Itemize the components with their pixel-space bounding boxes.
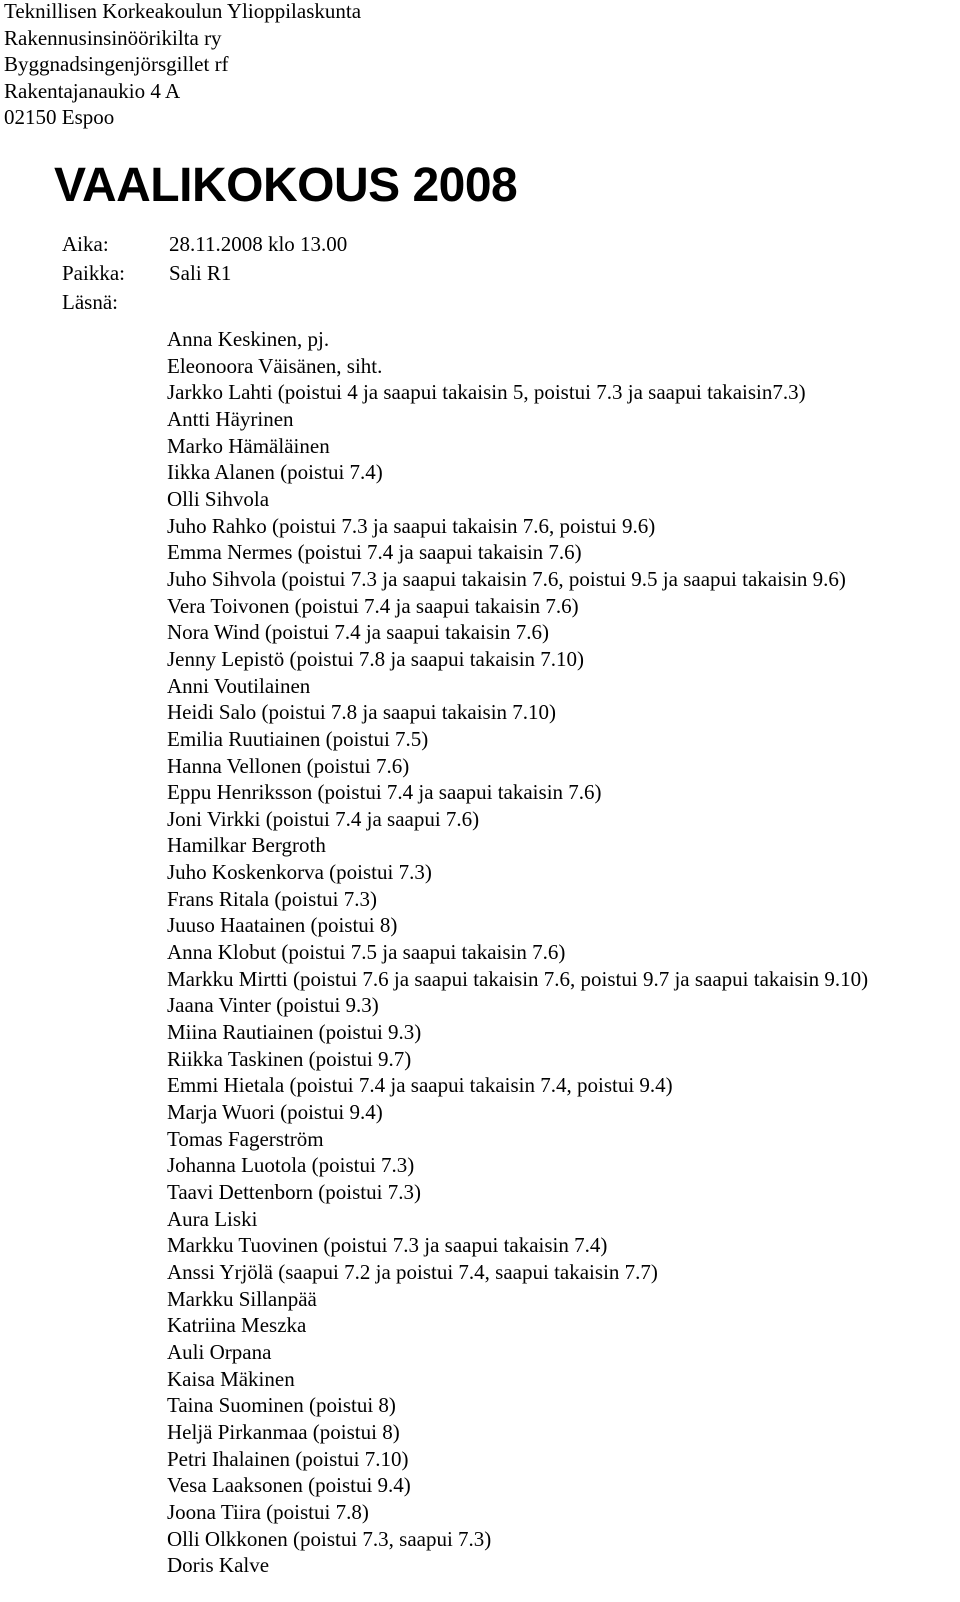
attendee-item: Anssi Yrjölä (saapui 7.2 ja poistui 7.4, saapui takaisin 7.7) xyxy=(167,1259,658,1284)
attendee-item: Olli Olkkonen (poistui 7.3, saapui 7.3) xyxy=(167,1526,492,1551)
attendee-item: Vera Toivonen (poistui 7.4 ja saapui takaisin 7.6) xyxy=(167,593,579,618)
document-title: VAALIKOKOUS 2008 xyxy=(54,159,518,212)
time-value: 28.11.2008 klo 13.00 xyxy=(169,232,348,256)
org-line: Rakentajanaukio 4 A xyxy=(4,78,181,103)
attendee-item: Anna Keskinen, pj. xyxy=(167,327,330,351)
meeting-details xyxy=(62,230,347,317)
attendee-item: Jarkko Lahti (poistui 4 ja saapui takaisin 5, poistui 7.3 ja saapui takaisin7.3) xyxy=(167,380,806,405)
attendee-list xyxy=(167,326,868,1579)
org-line: Teknillisen Korkeakoulun Ylioppilaskunta xyxy=(4,0,362,23)
attendee-item: Iikka Alanen (poistui 7.4) xyxy=(167,460,383,485)
attendee-item: Anna Klobut (poistui 7.5 ja saapui takaisin 7.6) xyxy=(167,940,566,965)
attendee-item: Markku Sillanpää xyxy=(167,1286,317,1311)
present-row xyxy=(62,288,347,317)
attendee-item: Juuso Haatainen (poistui 8) xyxy=(167,913,398,938)
attendee-item: Jenny Lepistö (poistui 7.8 ja saapui takaisin 7.10) xyxy=(167,646,585,671)
attendee-item: Markku Tuovinen (poistui 7.3 ja saapui takaisin 7.4) xyxy=(167,1233,608,1258)
org-line: Rakennusinsinöörikilta ry xyxy=(4,25,222,50)
attendee-item: Aura Liski xyxy=(167,1206,258,1231)
attendee-item: Juho Sihvola (poistui 7.3 ja saapui takaisin 7.6, poistui 9.5 ja saapui takaisin 9.6) xyxy=(167,566,846,591)
attendee-item: Nora Wind (poistui 7.4 ja saapui takaisin 7.6) xyxy=(167,620,549,645)
attendee-item: Heidi Salo (poistui 7.8 ja saapui takaisin 7.10) xyxy=(167,700,557,725)
attendee-item: Marja Wuori (poistui 9.4) xyxy=(167,1100,383,1125)
place-label: Paikka: xyxy=(62,261,125,285)
attendee-item: Emmi Hietala (poistui 7.4 ja saapui takaisin 7.4, poistui 9.4) xyxy=(167,1073,673,1098)
org-line: Byggnadsingenjörsgillet rf xyxy=(4,52,229,77)
attendee-item: Joona Tiira (poistui 7.8) xyxy=(167,1499,369,1524)
attendee-item: Hanna Vellonen (poistui 7.6) xyxy=(167,753,410,778)
attendee-item: Auli Orpana xyxy=(167,1339,272,1364)
attendee-item: Katriina Meszka xyxy=(167,1313,307,1338)
attendee-item: Vesa Laaksonen (poistui 9.4) xyxy=(167,1473,411,1498)
attendee-item: Eleonoora Väisänen, siht. xyxy=(167,353,383,378)
attendee-item: Heljä Pirkanmaa (poistui 8) xyxy=(167,1419,400,1444)
attendee-item: Kaisa Mäkinen xyxy=(167,1366,295,1391)
attendee-item: Jaana Vinter (poistui 9.3) xyxy=(167,993,379,1018)
attendee-item: Marko Hämäläinen xyxy=(167,433,330,458)
organization-address xyxy=(4,0,361,131)
attendee-item: Emma Nermes (poistui 7.4 ja saapui takaisin 7.6) xyxy=(167,540,582,565)
attendee-item: Olli Sihvola xyxy=(167,486,270,511)
attendee-item: Miina Rautiainen (poistui 9.3) xyxy=(167,1020,422,1045)
attendee-item: Markku Mirtti (poistui 7.6 ja saapui takaisin 7.6, poistui 9.7 ja saapui takaisin 9.10) xyxy=(167,966,869,991)
attendee-item: Juho Koskenkorva (poistui 7.3) xyxy=(167,860,432,885)
attendee-item: Taavi Dettenborn (poistui 7.3) xyxy=(167,1180,421,1204)
attendee-item: Petri Ihalainen (poistui 7.10) xyxy=(167,1446,409,1471)
org-line: 02150 Espoo xyxy=(4,105,115,130)
attendee-item: Tomas Fagerström xyxy=(167,1126,324,1151)
time-row xyxy=(62,230,347,259)
attendee-item: Anni Voutilainen xyxy=(167,673,311,698)
attendee-item: Riikka Taskinen (poistui 9.7) xyxy=(167,1046,412,1071)
present-label: Läsnä: xyxy=(62,290,118,314)
attendee-item: Hamilkar Bergroth xyxy=(167,833,326,858)
attendee-item: Doris Kalve xyxy=(167,1553,270,1578)
attendee-item: Emilia Ruutiainen (poistui 7.5) xyxy=(167,726,429,751)
attendee-item: Antti Häyrinen xyxy=(167,406,294,431)
place-value: Sali R1 xyxy=(169,261,232,285)
attendee-item: Juho Rahko (poistui 7.3 ja saapui takaisin 7.6, poistui 9.6) xyxy=(167,513,656,538)
attendee-item: Joni Virkki (poistui 7.4 ja saapui 7.6) xyxy=(167,806,480,831)
attendee-item: Eppu Henriksson (poistui 7.4 ja saapui takaisin 7.6) xyxy=(167,780,602,805)
time-label: Aika: xyxy=(62,232,109,256)
attendee-item: Johanna Luotola (poistui 7.3) xyxy=(167,1153,415,1178)
attendee-item: Taina Suominen (poistui 8) xyxy=(167,1393,396,1418)
place-row xyxy=(62,259,347,288)
attendee-item: Frans Ritala (poistui 7.3) xyxy=(167,886,377,911)
